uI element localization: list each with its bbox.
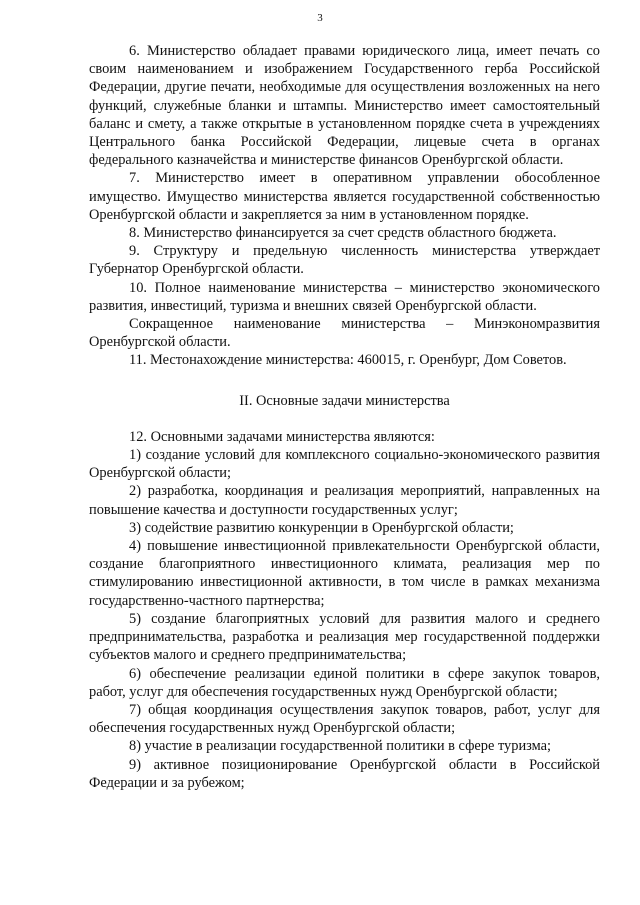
page-number: 3 <box>317 12 323 24</box>
paragraph-6: 6. Министерство обладает правами юридического лица, имеет печать со своим наименованием и изображением Государственного герба Российской Федерации, другие печати, необходимые для осуществления возложенных на него функций, служебные бланки и штампы. Министерство имеет самостоятельный баланс и смету, а также открытые в установленном порядке счета в учреждениях Центрального банка Российской Федерации, лицевые счета в органах федерального казначейства и министерстве финансов Оренбургской области. <box>89 43 600 169</box>
paragraph-11: 11. Местонахождение министерства: 460015, г. Оренбург, Дом Советов. <box>129 352 567 369</box>
paragraph-10: 10. Полное наименование министерства – министерство экономического развития, инвестиций, туризма и внешних связей Оренбургской области. <box>89 279 600 314</box>
paragraph-12: 12. Основными задачами министерства являются: <box>129 428 435 445</box>
task-item-5: 5) создание благоприятных условий для развития малого и среднего предпринимательства, разработка и реализация мер государственной поддержки субъектов малого и среднего предпринимательства; <box>89 610 600 664</box>
document-body <box>89 42 600 792</box>
task-item-9: 9) активное позиционирование Оренбургской области в Российской Федерации и за рубежом; <box>89 756 600 791</box>
task-item-8: 8) участие в реализации государственной политики в сфере туризма; <box>129 738 552 755</box>
task-item-2: 2) разработка, координация и реализация мероприятий, направленных на повышение качества и доступности государственных услуг; <box>89 483 600 518</box>
task-item-3: 3) содействие развитию конкуренции в Оренбургской области; <box>129 519 514 536</box>
task-item-1: 1) создание условий для комплексного социально-экономического развития Оренбургской области; <box>89 447 600 482</box>
paragraph-7: 7. Министерство имеет в оперативном управлении обособленное имущество. Имущество министерства является государственной собственностью Оренбургской области и закрепляется за ним в установленном порядке. <box>89 170 600 223</box>
task-item-6: 6) обеспечение реализации единой политики в сфере закупок товаров, работ, услуг для обеспечения государственных нужд Оренбургской области; <box>89 665 600 700</box>
paragraph-9: 9. Структуру и предельную численность министерства утверждает Губернатор Оренбургской области. <box>89 243 600 278</box>
paragraph-short-name: Сокращенное наименование министерства – Минэкономразвития Оренбургской области. <box>89 316 600 351</box>
task-item-7: 7) общая координация осуществления закупок товаров, работ, услуг для обеспечения государственных нужд Оренбургской области; <box>89 701 600 737</box>
task-item-4: 4) повышение инвестиционной привлекательности Оренбургской области, создание благоприятного инвестиционного климата, реализация мер по стимулированию инвестиционной активности, в том числе в рамках механизма государственно-частного партнерства; <box>89 538 600 609</box>
paragraph-8: 8. Министерство финансируется за счет средств областного бюджета. <box>129 225 557 242</box>
section-heading: II. Основные задачи министерства <box>239 392 450 409</box>
